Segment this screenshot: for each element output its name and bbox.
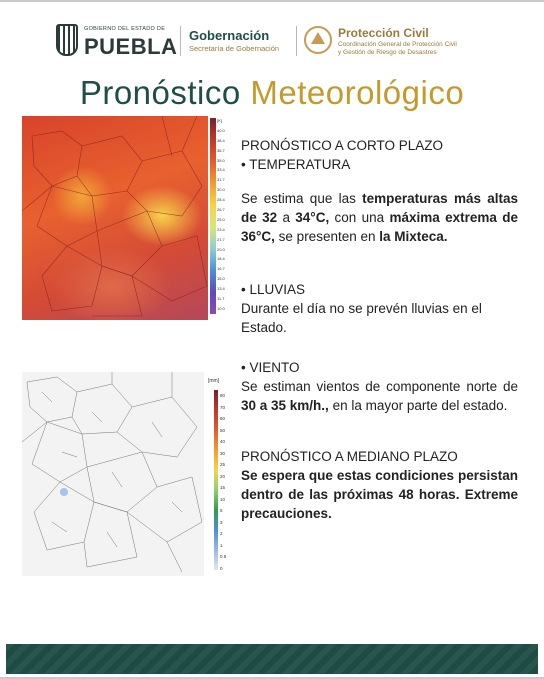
header-logos: [56, 24, 496, 62]
scale-tick: 20: [220, 473, 226, 479]
wind-paragraph: [241, 377, 518, 415]
proteccion-civil-subtitle-1: Coordinación General de Protección Civil: [338, 41, 457, 48]
mid-term-heading: PRONÓSTICO A MEDIANO PLAZO: [241, 449, 458, 464]
header-divider: [296, 26, 297, 56]
scale-tick: 25.0: [217, 216, 225, 222]
temperature-scale-ticks: [217, 116, 231, 316]
scale-tick: 1: [220, 542, 223, 548]
scale-tick: 40.0: [217, 127, 225, 133]
scale-tick: 60: [220, 416, 226, 421]
temperature-map: [22, 116, 208, 320]
scale-tick: 2: [220, 531, 223, 536]
puebla-shield-icon: [56, 24, 78, 56]
temperature-map-borders: [22, 116, 208, 320]
scale-tick: 40: [220, 439, 226, 444]
scale-tick: 50: [220, 427, 226, 433]
scale-tick: 5: [220, 508, 223, 513]
temp-text-h: la Mixteca.: [379, 229, 448, 244]
header-divider: [180, 26, 181, 56]
wind-text-b: 30 a 35 km/h.,: [241, 398, 329, 413]
scale-tick: 38.4: [217, 137, 225, 143]
scale-tick: 35.0: [217, 157, 225, 163]
wind-text-a: Se estiman vientos de componente norte de: [241, 379, 518, 394]
scale-tick: 30: [220, 450, 226, 456]
temp-text-a: Se estima que las: [241, 191, 363, 206]
temp-text-c: a: [282, 210, 296, 225]
short-term-heading: PRONÓSTICO A CORTO PLAZO: [241, 138, 444, 153]
rain-paragraph: Durante el día no se prevén lluvias en el Estado.: [241, 301, 482, 335]
scale-tick: 0: [220, 565, 223, 571]
wind-text-c: en la mayor parte del estado.: [328, 398, 508, 413]
gov-top-label: GOBIERNO DEL ESTADO DE: [84, 26, 166, 32]
title-part-2: Meteorológico: [250, 74, 465, 111]
scale-tick: 0.5: [220, 554, 227, 559]
gobernacion-subtitle: Secretaría de Gobernación: [189, 44, 280, 53]
scale-tick: 16.7: [217, 266, 225, 272]
title-part-1: Pronóstico: [79, 74, 241, 111]
page-title: [0, 74, 544, 112]
temp-text-f: máxima extrema de 36°C,: [241, 210, 518, 244]
scale-tick: 13.4: [217, 286, 225, 292]
scale-tick: 10.0: [217, 305, 225, 311]
proteccion-civil-logo-icon: [304, 26, 332, 54]
scale-tick: 21.7: [217, 236, 225, 242]
gobernacion-title: Gobernación: [189, 28, 270, 43]
temp-text-g: se presenten en: [274, 229, 380, 244]
scale-tick: 80: [220, 393, 226, 398]
scale-tick: 11.7: [217, 296, 225, 302]
scale-unit: [K]: [217, 118, 222, 123]
rain-heading: • LLUVIAS: [241, 282, 306, 297]
scale-tick: 18.4: [217, 256, 225, 262]
temp-text-d: 34°C,: [295, 210, 330, 225]
scale-tick: 30.0: [217, 187, 225, 193]
precipitation-color-scale: [214, 390, 218, 570]
scale-tick: 70: [220, 404, 226, 410]
precipitation-map: [22, 372, 204, 576]
proteccion-civil-subtitle-2: y Gestión de Riesgo de Desastres: [338, 49, 437, 56]
scale-tick: 25: [220, 462, 226, 467]
wind-heading: • VIENTO: [241, 360, 300, 375]
precipitation-scale-ticks: [220, 390, 234, 574]
scale-tick: 15.0: [217, 276, 225, 282]
gov-puebla-label: PUEBLA: [84, 34, 178, 59]
mid-term-paragraph: Se espera que estas condiciones persistan dentro de las próximas 48 horas. Extreme precauciones.: [241, 468, 518, 521]
scale-tick: 23.4: [217, 226, 225, 232]
scale-tick: 10: [220, 496, 226, 502]
temp-text-b: temperaturas más altas de 32: [241, 191, 519, 225]
scale-tick: 20.0: [217, 246, 225, 252]
precipitation-map-borders: [22, 372, 204, 576]
temp-text-e: con una: [329, 210, 390, 225]
temperature-heading: • TEMPERATURA: [241, 157, 351, 172]
scale-tick: 36.7: [217, 147, 225, 153]
footer-bar: [6, 644, 538, 674]
precipitation-scale-unit: [mm]: [208, 378, 220, 384]
scale-tick: 33.4: [217, 167, 225, 173]
proteccion-civil-title: Protección Civil: [338, 26, 429, 40]
temperature-paragraph: [241, 189, 518, 246]
scale-tick: 31.7: [217, 177, 225, 183]
scale-tick: 26.7: [217, 207, 225, 213]
scale-tick: 15: [220, 485, 226, 490]
scale-tick: 28.4: [217, 197, 225, 203]
temperature-color-scale: [210, 118, 216, 314]
scale-tick: 3: [220, 519, 223, 525]
